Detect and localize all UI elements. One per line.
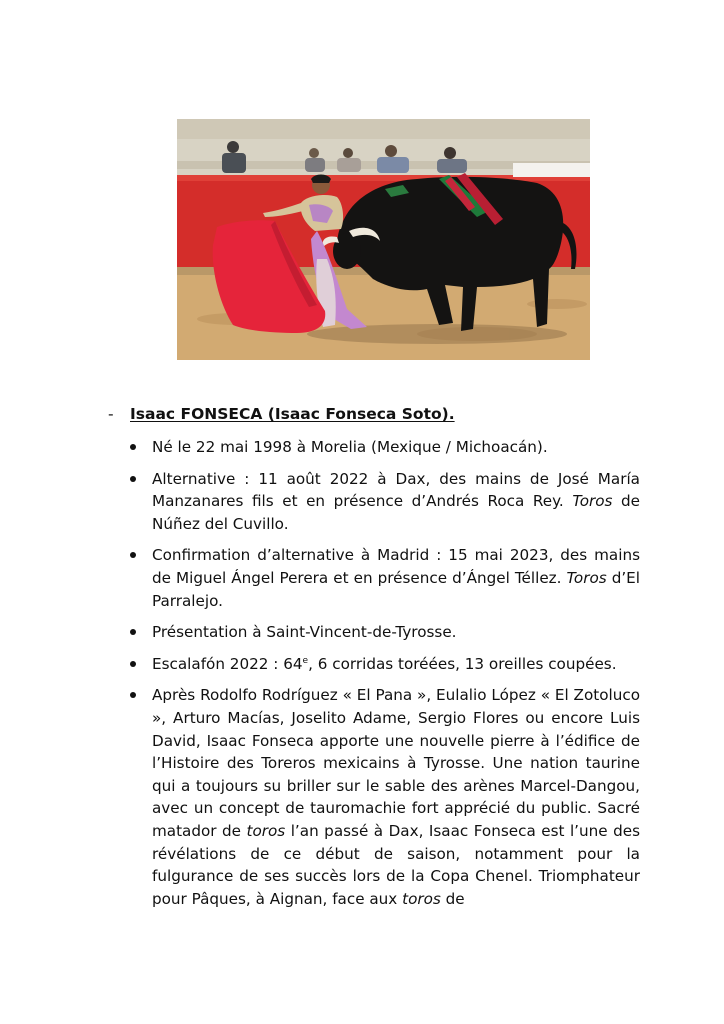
bullet-superscript: e [302, 655, 309, 666]
bullet-escalafon [128, 653, 640, 676]
bullet-text: Alternative : 11 août 2022 à Dax, des mains de José María Manzanares fils et en présence d’Andrés Roca Rey. [152, 469, 640, 511]
bullet-text: l’an passé à Dax, Isaac Fonseca est l’une des révélations de ce début de saison, notamment pour la fulgurance de ses succès lors de la Copa Chenel. Triomphateur pour Pâques, à Aignan, face aux [152, 821, 640, 908]
bullet-confirmation [128, 544, 640, 612]
bullet-text: Présentation à Saint-Vincent-de-Tyrosse. [152, 623, 457, 642]
bullet-dot [130, 552, 136, 558]
bullet-italic: Toros [572, 492, 613, 511]
bullet-dot [130, 629, 136, 635]
bullet-text: d’El Parralejo. [152, 568, 640, 610]
bullet-text: Après Rodolfo Rodríguez « El Pana », Eulalio López « El Zotoluco », Arturo Macías, Joselito Adame, Sergio Flores ou encore Luis David, Isaac Fonseca apporte une nouvelle pierre à l’édifice de l’Histoire des Toreros mexicains à Tyrosse. Une nation taurine qui a toujours su briller sur le sable des arènes Marcel-Dangou, avec un concept de tauromachie fort apprécié du public. Sacré matador de [152, 686, 640, 840]
bullet-italic: toros [402, 889, 441, 908]
bullet-dot [130, 692, 136, 698]
bullet-text: de [440, 889, 465, 908]
heading-title: Isaac FONSECA (Isaac Fonseca Soto). [130, 405, 455, 423]
bullet-text: Escalafón 2022 : 64 [152, 654, 303, 673]
bullet-birth [128, 436, 640, 459]
section-heading [108, 405, 648, 431]
bullet-italic: toros [246, 821, 286, 840]
bullet-dot [130, 661, 136, 667]
heading-dash: - [108, 405, 114, 423]
bullfight-illustration [177, 119, 590, 360]
bullfight-photo [177, 119, 590, 360]
bullet-text: Né le 22 mai 1998 à Morelia (Mexique / Michoacán). [152, 438, 548, 456]
bullet-text: , 6 corridas toréées, 13 oreilles coupées. [308, 654, 617, 673]
bullet-dot [130, 476, 136, 482]
bullet-list [128, 436, 640, 919]
bullet-text: de Núñez del Cuvillo. [152, 492, 640, 533]
bullet-dot [130, 444, 136, 450]
bullet-alternative [128, 468, 640, 536]
bullet-italic: Toros [566, 568, 607, 587]
bullet-presentation [128, 621, 640, 644]
bullet-text: Confirmation d’alternative à Madrid : 15 mai 2023, des mains de Miguel Ángel Perera et en présence d’Ángel Téllez. [152, 546, 640, 587]
bullet-history [128, 684, 640, 910]
